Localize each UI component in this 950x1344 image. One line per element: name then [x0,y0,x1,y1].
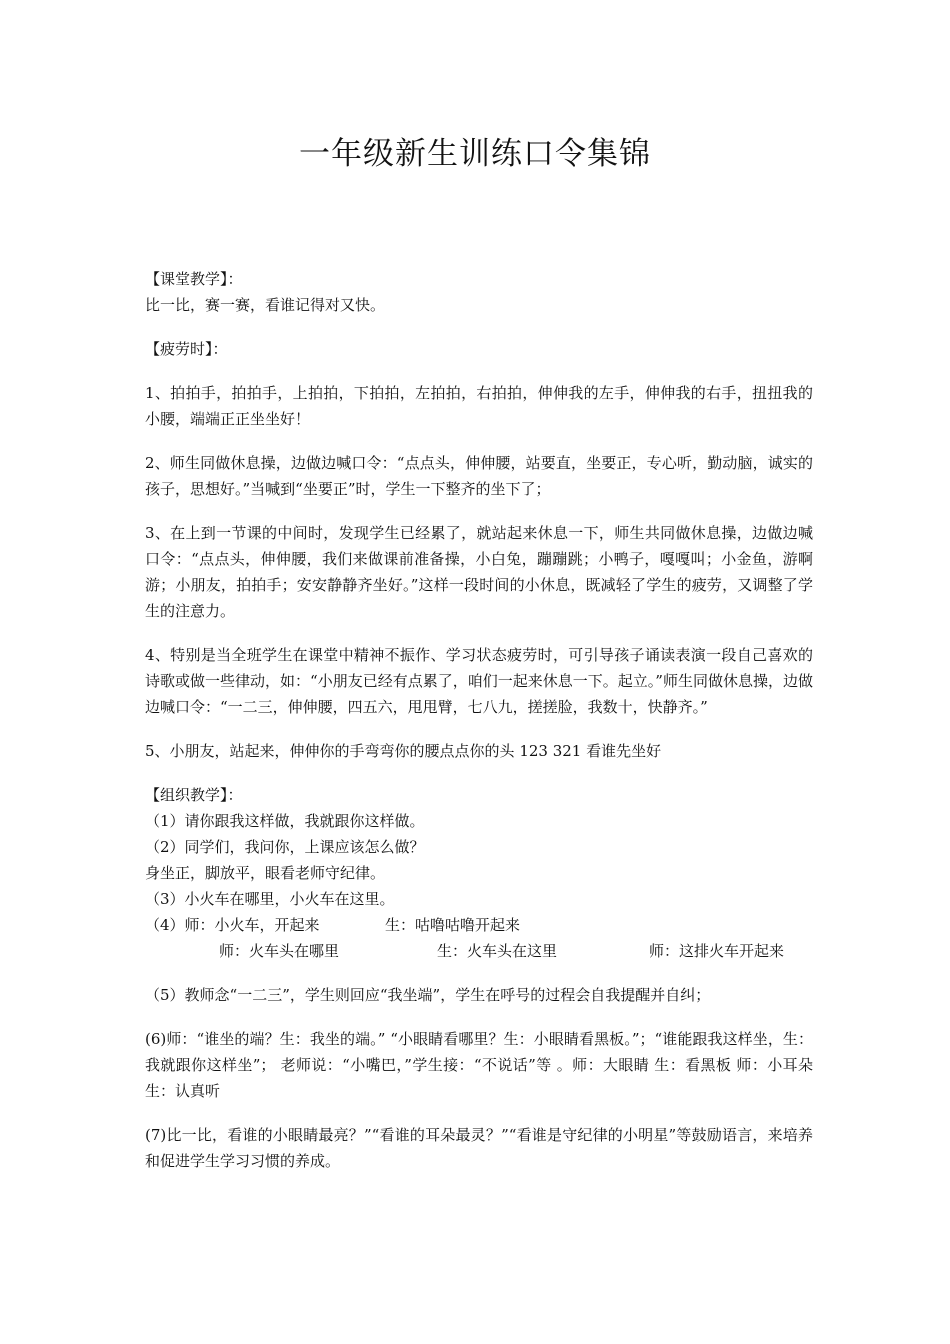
fatigue-item-3: 3、在上到一节课的中间时，发现学生已经累了，就站起来休息一下，师生共同做休息操，边做边喊口令：“点点头，伸伸腰，我们来做课前准备操，小白兔，蹦蹦跳；小鸭子，嘎嘎叫；小金鱼，游啊游；小朋友，拍拍手；安安静静齐坐好。”这样一段时间的小休息，既减轻了学生的疲劳，又调整了学生的注意力。 [145,524,813,620]
organize-line-7: (7)比一比，看谁的小眼睛最亮？”“看谁的耳朵最灵？”“看谁是守纪律的小明星”等鼓励语言，来培养和促进学生学习习惯的养成。 [145,1126,813,1170]
dialogue-teacher-3: 师：这排火车开起来 [649,942,785,960]
dialogue-teacher-2: 师：火车头在哪里 [219,942,340,960]
organize-heading: 【组织教学】： [145,786,243,804]
fatigue-item-4: 4、特别是当全班学生在课堂中精神不振作、学习状态疲劳时，可引导孩子诵读表演一段自己喜欢的诗歌或做一些律动，如：“小朋友已经有点累了，咱们一起来休息一下。起立。”师生同做休息操，边做边喊口令：“一二三，伸伸腰，四五六，甩甩臂，七八九，搓搓脸，我数十，快静齐。” [145,646,813,716]
organize-line-3: 身坐正，脚放平，眼看老师守纪律。 [145,864,386,882]
organize-line-4: （3）小火车在哪里，小火车在这里。 [145,890,395,908]
fatigue-item-5: 5、小朋友，站起来，伸伸你的手弯弯你的腰点点你的头 123 321 看谁先坐好 [145,742,662,760]
dialogue-student-2: 生：火车头在这里 [437,942,558,960]
fatigue-item-2: 2、师生同做休息操，边做边喊口令：“点点头，伸伸腰，站要直，坐要正，专心听，勤动脑，诚实的孩子，思想好。”当喊到“坐要正”时，学生一下整齐的坐下了； [145,454,813,498]
classroom-line: 比一比，赛一赛，看谁记得对又快。 [145,296,386,314]
organize-line-1: （1）请你跟我这样做，我就跟你这样做。 [145,812,425,830]
dialogue-row-2 [145,938,813,964]
dialogue-row-1 [145,912,813,938]
fatigue-item-1: 1、拍拍手，拍拍手，上拍拍，下拍拍，左拍拍，右拍拍，伸伸我的左手，伸伸我的右手，扭扭我的小腰，端端正正坐坐好！ [145,384,813,428]
organize-line-6: (6)师：“谁坐的端？生：我坐的端。” “小眼睛看哪里？生：小眼睛看黑板。”；“谁能跟我这样坐，生：我就跟你这样坐”； 老师说：“小嘴巴，”学生接：“不说话”等 。师：大眼睛 生：看黑板 师：小耳朵 生：认真听 [145,1030,813,1100]
organize-line-5: （5）教师念“一二三”，学生则回应“我坐端”，学生在呼号的过程会自我提醒并自纠； [145,986,711,1004]
dialogue-student-1: 生：咕噜咕噜开起来 [385,916,521,934]
classroom-heading: 【课堂教学】： [145,270,243,288]
fatigue-heading: 【疲劳时】： [145,340,228,358]
page-title: 一年级新生训练口令集锦 [299,136,651,172]
document-body [145,266,813,1174]
organize-line-2: （2）同学们，我问你，上课应该怎么做？ [145,838,425,856]
dialogue-teacher-1: （4）师：小火车，开起来 [145,916,320,934]
